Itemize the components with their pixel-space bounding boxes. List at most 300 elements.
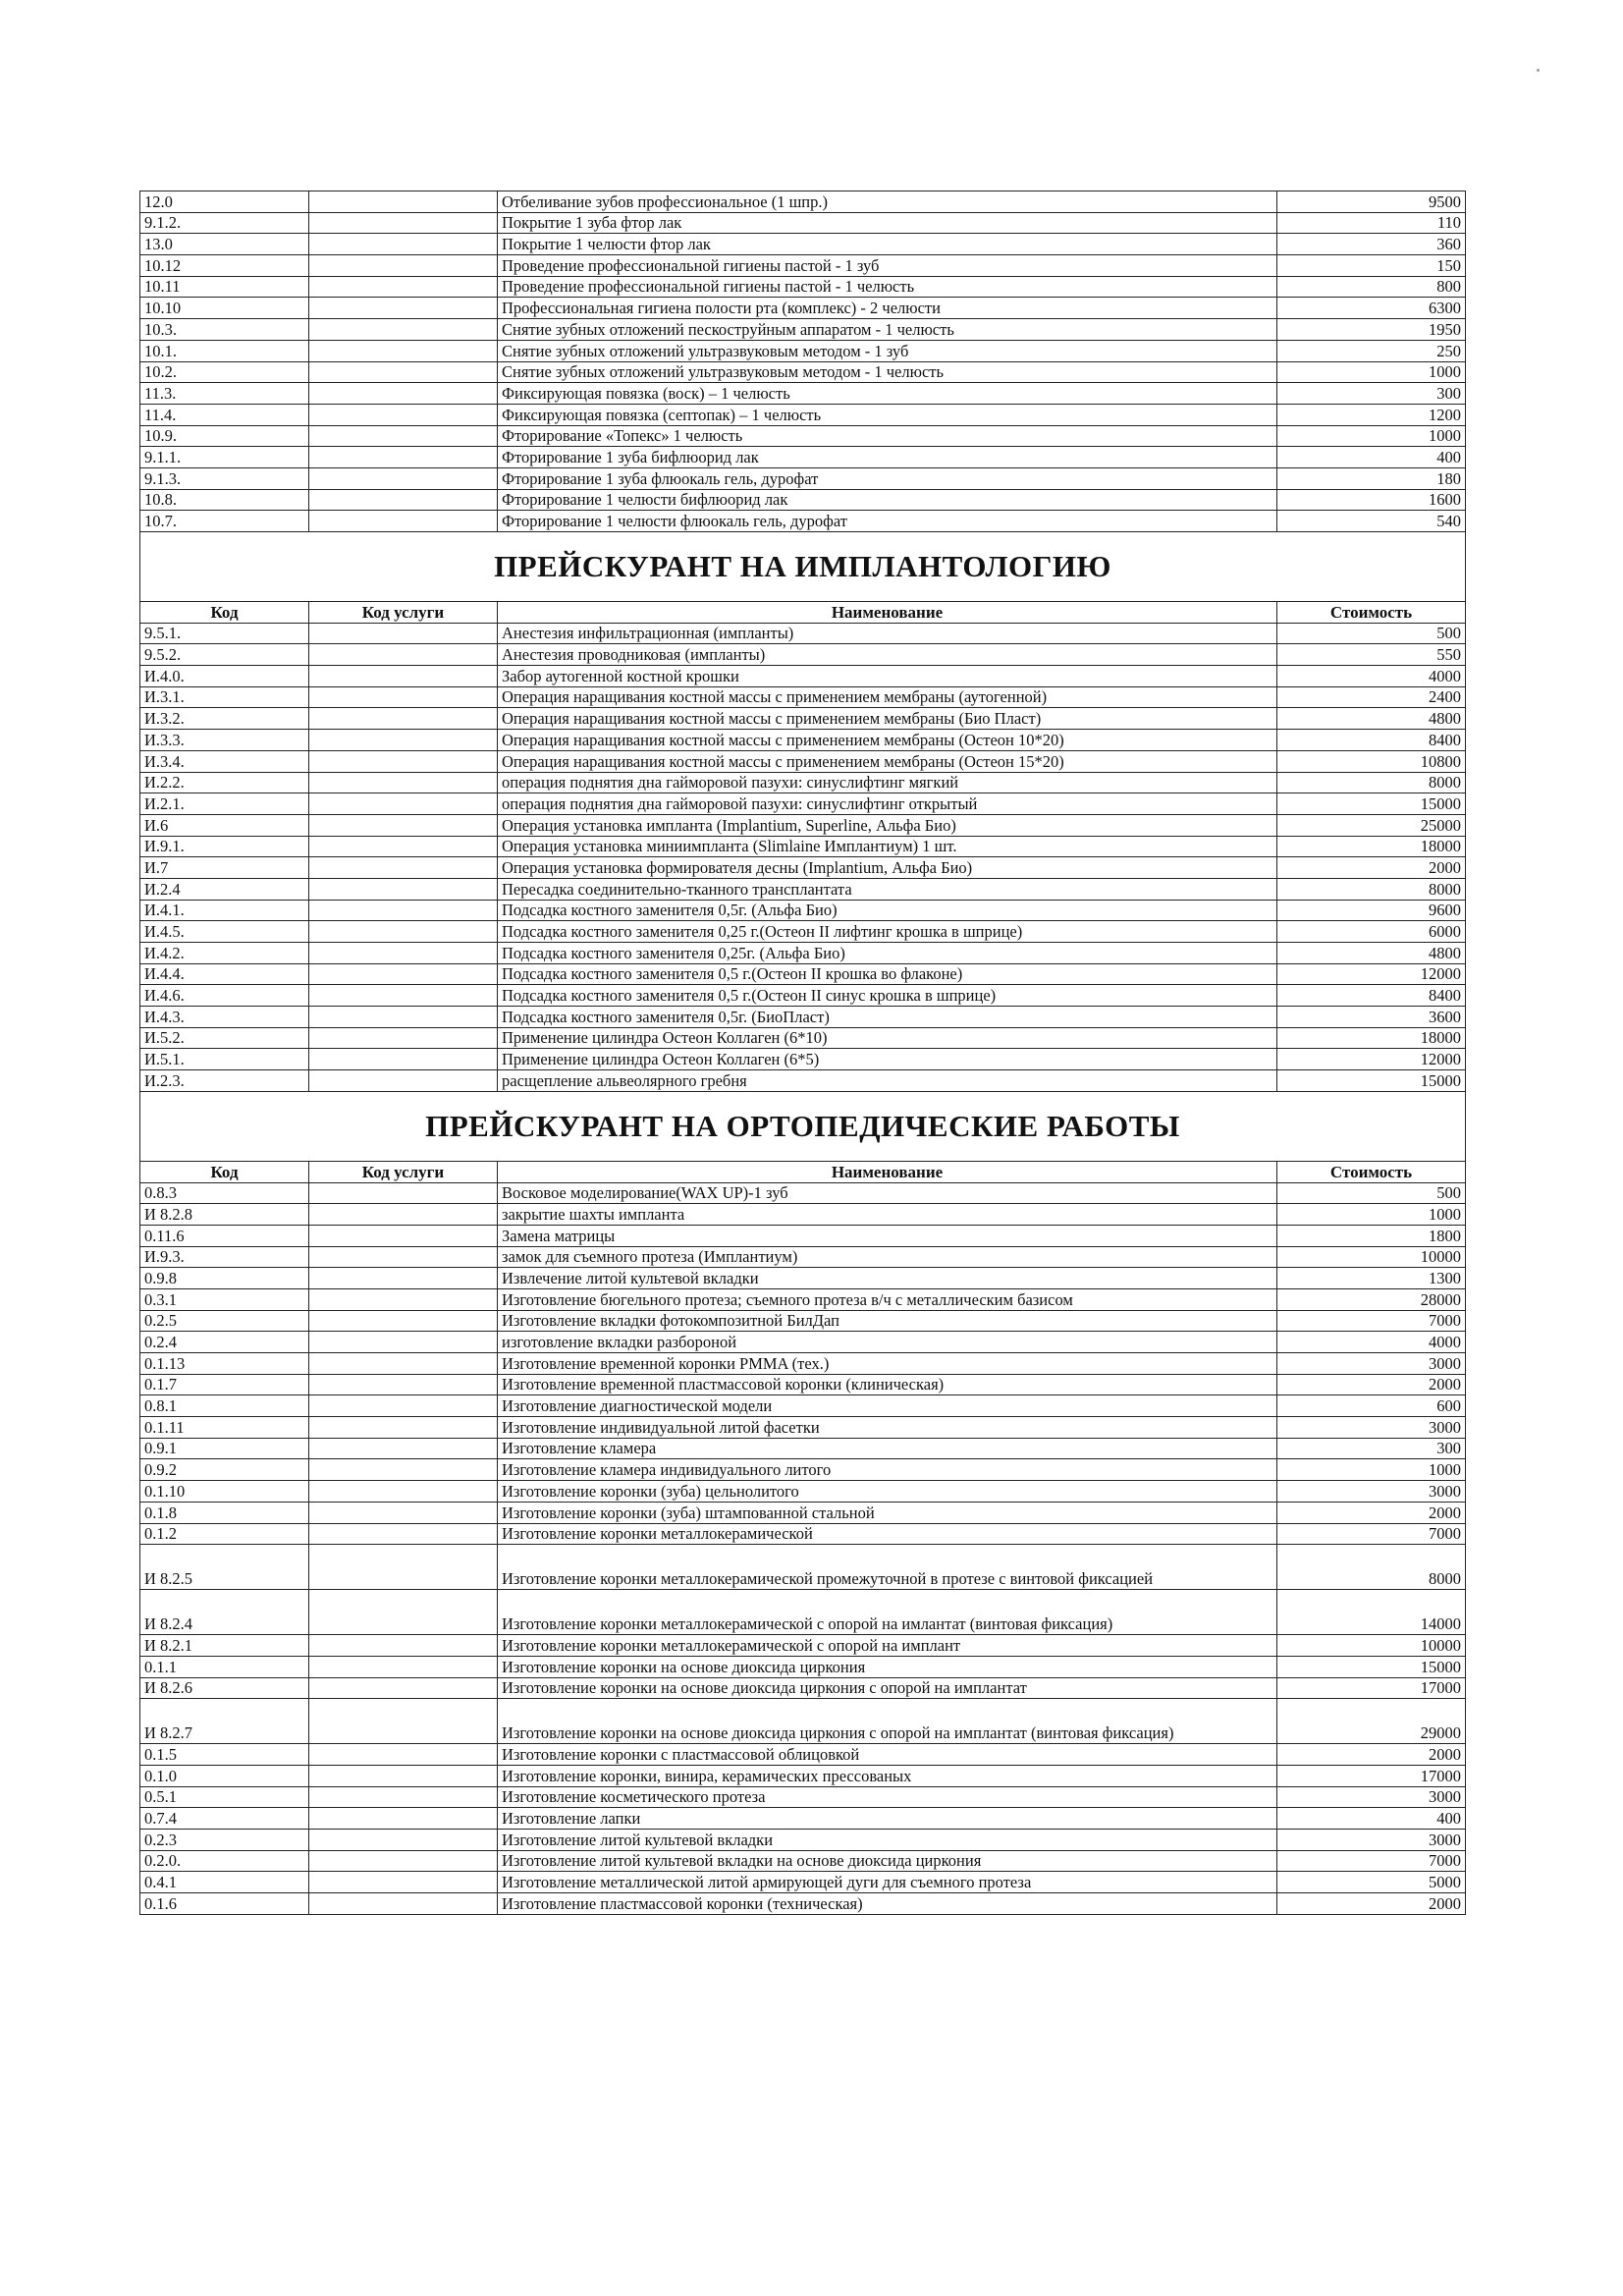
row-code: 10.2.: [140, 361, 309, 383]
header-price: Стоимость: [1277, 602, 1466, 624]
row-service-code: [309, 1523, 498, 1545]
row-code: И 8.2.8: [140, 1204, 309, 1226]
table-row: [140, 943, 1466, 964]
row-name: Изготовление временной коронки PMMA (тех.): [498, 1353, 1277, 1375]
row-service-code: [309, 298, 498, 319]
table-row: [140, 1893, 1466, 1915]
table-row: [140, 644, 1466, 666]
row-price: 6300: [1277, 298, 1466, 319]
header-service-code: Код услуги: [309, 602, 498, 624]
row-name: Изготовление коронки на основе диоксида циркония с опорой на имплантат (винтовая фиксация): [498, 1699, 1277, 1744]
row-price: 15000: [1277, 1070, 1466, 1092]
row-price: 7000: [1277, 1850, 1466, 1872]
row-name: Профессиональная гигиена полости рта (комплекс) - 2 челюсти: [498, 298, 1277, 319]
row-name: Покрытие 1 зуба фтор лак: [498, 212, 1277, 234]
row-service-code: [309, 623, 498, 644]
row-price: 3000: [1277, 1786, 1466, 1808]
row-code: 0.1.11: [140, 1417, 309, 1439]
row-price: 360: [1277, 234, 1466, 255]
row-name: Операция установка импланта (Implantium, Superline, Альфа Био): [498, 814, 1277, 836]
table-row: [140, 1765, 1466, 1786]
row-name: Фторирование 1 челюсти бифлюорид лак: [498, 489, 1277, 511]
table-row: [140, 425, 1466, 447]
row-code: 0.1.5: [140, 1744, 309, 1766]
row-name: Изготовление лапки: [498, 1808, 1277, 1830]
table-row: [140, 383, 1466, 405]
table-row: [140, 1395, 1466, 1417]
row-code: И 8.2.6: [140, 1677, 309, 1699]
row-name: Изготовление вкладки фотокомпозитной БилДап: [498, 1310, 1277, 1332]
row-name: Изготовление коронки (зуба) штампованной стальной: [498, 1502, 1277, 1523]
table-row: [140, 857, 1466, 879]
row-price: 8400: [1277, 730, 1466, 751]
table-row: [140, 772, 1466, 793]
row-code: 0.2.3: [140, 1830, 309, 1851]
row-service-code: [309, 1459, 498, 1481]
row-price: 300: [1277, 1438, 1466, 1459]
row-service-code: [309, 1438, 498, 1459]
row-service-code: [309, 447, 498, 468]
table-row: [140, 1459, 1466, 1481]
row-code: 10.3.: [140, 319, 309, 341]
row-price: 1200: [1277, 404, 1466, 425]
row-code: 0.8.3: [140, 1182, 309, 1204]
row-service-code: [309, 191, 498, 213]
row-name: Фторирование 1 челюсти флюокаль гель, дурофат: [498, 511, 1277, 532]
row-code: 10.12: [140, 255, 309, 277]
row-code: 9.1.3.: [140, 467, 309, 489]
row-service-code: [309, 1049, 498, 1070]
row-service-code: [309, 1246, 498, 1268]
row-name: Фторирование «Топекс» 1 челюсть: [498, 425, 1277, 447]
row-name: Подсадка костного заменителя 0,5 г.(Остеон II крошка во флаконе): [498, 963, 1277, 985]
row-service-code: [309, 1481, 498, 1503]
row-service-code: [309, 1182, 498, 1204]
row-name: Изготовление диагностической модели: [498, 1395, 1277, 1417]
row-price: 10000: [1277, 1246, 1466, 1268]
table-row: [140, 1744, 1466, 1766]
row-code: 0.8.1: [140, 1395, 309, 1417]
row-service-code: [309, 1850, 498, 1872]
row-price: 2000: [1277, 857, 1466, 879]
row-service-code: [309, 666, 498, 687]
table-row: [140, 1310, 1466, 1332]
row-name: Снятие зубных отложений пескоструйным аппаратом - 1 челюсть: [498, 319, 1277, 341]
row-price: 29000: [1277, 1699, 1466, 1744]
table-row: [140, 900, 1466, 921]
table-row: [140, 1850, 1466, 1872]
row-service-code: [309, 985, 498, 1007]
row-name: Изготовление коронки с пластмассовой облицовкой: [498, 1744, 1277, 1766]
row-name: Изготовление индивидуальной литой фасетки: [498, 1417, 1277, 1439]
table-row: [140, 1808, 1466, 1830]
row-name: Изготовление коронки на основе диоксида циркония: [498, 1656, 1277, 1677]
row-code: И.9.1.: [140, 836, 309, 857]
table-row: [140, 836, 1466, 857]
row-code: И 8.2.5: [140, 1545, 309, 1590]
row-price: 3000: [1277, 1417, 1466, 1439]
table-row: [140, 1830, 1466, 1851]
row-name: Изготовление литой культевой вкладки на основе диоксида циркония: [498, 1850, 1277, 1872]
row-code: 11.4.: [140, 404, 309, 425]
table-row: [140, 404, 1466, 425]
row-name: Фторирование 1 зуба флюокаль гель, дурофат: [498, 467, 1277, 489]
row-service-code: [309, 644, 498, 666]
table-row: [140, 666, 1466, 687]
row-name: замок для съемного протеза (Имплантиум): [498, 1246, 1277, 1268]
row-price: 7000: [1277, 1310, 1466, 1332]
row-code: 10.11: [140, 276, 309, 298]
row-name: Применение цилиндра Остеон Коллаген (6*10): [498, 1027, 1277, 1049]
row-name: Фторирование 1 зуба бифлюорид лак: [498, 447, 1277, 468]
row-code: 0.1.6: [140, 1893, 309, 1915]
row-price: 2000: [1277, 1893, 1466, 1915]
table-row: [140, 340, 1466, 361]
row-service-code: [309, 793, 498, 815]
row-service-code: [309, 1765, 498, 1786]
row-service-code: [309, 1830, 498, 1851]
row-name: Снятие зубных отложений ультразвуковым методом - 1 челюсть: [498, 361, 1277, 383]
row-service-code: [309, 1502, 498, 1523]
row-service-code: [309, 1027, 498, 1049]
row-price: 9600: [1277, 900, 1466, 921]
row-name: закрытие шахты импланта: [498, 1204, 1277, 1226]
row-code: 0.5.1: [140, 1786, 309, 1808]
row-name: Забор аутогенной костной крошки: [498, 666, 1277, 687]
table-row: [140, 447, 1466, 468]
row-service-code: [309, 730, 498, 751]
row-code: И.5.1.: [140, 1049, 309, 1070]
row-price: 4800: [1277, 943, 1466, 964]
row-price: 400: [1277, 447, 1466, 468]
implant-section: [140, 623, 1466, 1091]
row-service-code: [309, 772, 498, 793]
row-price: 15000: [1277, 1656, 1466, 1677]
row-name: Восковое моделирование(WAX UP)-1 зуб: [498, 1182, 1277, 1204]
row-name: Изготовление коронки металлокерамической промежуточной в протезе с винтовой фиксацией: [498, 1545, 1277, 1590]
row-price: 1000: [1277, 1459, 1466, 1481]
row-price: 8000: [1277, 878, 1466, 900]
row-name: изготовление вкладки разбороной: [498, 1332, 1277, 1353]
row-name: Операция установка формирователя десны (Implantium, Альфа Био): [498, 857, 1277, 879]
row-price: 25000: [1277, 814, 1466, 836]
table-row: [140, 1182, 1466, 1204]
row-service-code: [309, 489, 498, 511]
header-name: Наименование: [498, 1161, 1277, 1182]
table-row: [140, 489, 1466, 511]
row-code: 0.1.10: [140, 1481, 309, 1503]
table-row: [140, 212, 1466, 234]
section-title-row: [140, 532, 1466, 602]
row-price: 17000: [1277, 1765, 1466, 1786]
table-row: [140, 1481, 1466, 1503]
row-price: 18000: [1277, 1027, 1466, 1049]
row-service-code: [309, 511, 498, 532]
row-name: Операция наращивания костной массы с применением мембраны (Остеон 10*20): [498, 730, 1277, 751]
row-price: 2000: [1277, 1502, 1466, 1523]
ortho-section: [140, 1182, 1466, 1914]
header-code: Код: [140, 1161, 309, 1182]
table-row: [140, 234, 1466, 255]
row-service-code: [309, 1395, 498, 1417]
row-price: 4000: [1277, 666, 1466, 687]
row-price: 3000: [1277, 1481, 1466, 1503]
table-row: [140, 276, 1466, 298]
row-code: 0.7.4: [140, 1808, 309, 1830]
row-service-code: [309, 1699, 498, 1744]
row-name: Изготовление коронки металлокерамической: [498, 1523, 1277, 1545]
table-row: [140, 1677, 1466, 1699]
row-price: 14000: [1277, 1590, 1466, 1635]
row-name: Изготовление коронки на основе диоксида циркония с опорой на имплантат: [498, 1677, 1277, 1699]
row-service-code: [309, 1070, 498, 1092]
table-row: [140, 1374, 1466, 1395]
row-name: Изготовление литой культевой вкладки: [498, 1830, 1277, 1851]
table-row: [140, 1288, 1466, 1310]
row-service-code: [309, 1310, 498, 1332]
table-row: [140, 793, 1466, 815]
row-code: И.2.2.: [140, 772, 309, 793]
row-price: 1000: [1277, 425, 1466, 447]
hygiene-section: [140, 191, 1466, 532]
table-row: [140, 1027, 1466, 1049]
row-code: И.6: [140, 814, 309, 836]
row-name: Применение цилиндра Остеон Коллаген (6*5): [498, 1049, 1277, 1070]
row-price: 2000: [1277, 1744, 1466, 1766]
table-row: [140, 1590, 1466, 1635]
row-name: Фиксирующая повязка (воск) – 1 челюсть: [498, 383, 1277, 405]
row-name: Изготовление бюгельного протеза; съемного протеза в/ч с металлическим базисом: [498, 1288, 1277, 1310]
table-row: [140, 1353, 1466, 1375]
row-price: 6000: [1277, 921, 1466, 943]
row-name: Изготовление временной пластмассовой коронки (клиническая): [498, 1374, 1277, 1395]
table-row: [140, 963, 1466, 985]
row-price: 2400: [1277, 686, 1466, 708]
row-code: И.4.1.: [140, 900, 309, 921]
row-price: 10000: [1277, 1635, 1466, 1657]
row-price: 3600: [1277, 1007, 1466, 1028]
row-code: 11.3.: [140, 383, 309, 405]
table-row: [140, 511, 1466, 532]
row-name: Изготовление коронки металлокерамической с опорой на имплант: [498, 1635, 1277, 1657]
table-row: [140, 686, 1466, 708]
row-service-code: [309, 1204, 498, 1226]
row-price: 1000: [1277, 1204, 1466, 1226]
row-code: И.3.2.: [140, 708, 309, 730]
table-row: [140, 1246, 1466, 1268]
row-code: 0.2.0.: [140, 1850, 309, 1872]
row-code: 0.1.13: [140, 1353, 309, 1375]
table-row: [140, 1545, 1466, 1590]
row-price: 4800: [1277, 708, 1466, 730]
row-service-code: [309, 963, 498, 985]
table-row: [140, 361, 1466, 383]
row-service-code: [309, 943, 498, 964]
row-code: 0.9.1: [140, 1438, 309, 1459]
row-code: И.4.0.: [140, 666, 309, 687]
row-code: 9.5.2.: [140, 644, 309, 666]
row-price: 17000: [1277, 1677, 1466, 1699]
row-price: 600: [1277, 1395, 1466, 1417]
row-code: 0.11.6: [140, 1225, 309, 1246]
row-name: Снятие зубных отложений ультразвуковым методом - 1 зуб: [498, 340, 1277, 361]
row-service-code: [309, 900, 498, 921]
row-service-code: [309, 1677, 498, 1699]
header-price: Стоимость: [1277, 1161, 1466, 1182]
row-service-code: [309, 1417, 498, 1439]
row-service-code: [309, 1332, 498, 1353]
row-name: Фиксирующая повязка (септопак) – 1 челюсть: [498, 404, 1277, 425]
row-code: И.4.4.: [140, 963, 309, 985]
row-price: 2000: [1277, 1374, 1466, 1395]
row-price: 500: [1277, 1182, 1466, 1204]
row-price: 8000: [1277, 1545, 1466, 1590]
table-row: [140, 1225, 1466, 1246]
row-name: Изготовление коронки (зуба) цельнолитого: [498, 1481, 1277, 1503]
row-service-code: [309, 857, 498, 879]
row-service-code: [309, 1353, 498, 1375]
row-name: Подсадка костного заменителя 0,5г. (БиоПласт): [498, 1007, 1277, 1028]
row-code: И.4.6.: [140, 985, 309, 1007]
row-code: 9.1.1.: [140, 447, 309, 468]
row-price: 7000: [1277, 1523, 1466, 1545]
row-service-code: [309, 1268, 498, 1289]
row-price: 8000: [1277, 772, 1466, 793]
row-code: 0.1.0: [140, 1765, 309, 1786]
price-table: [139, 191, 1466, 1915]
row-name: Анестезия инфильтрационная (импланты): [498, 623, 1277, 644]
row-service-code: [309, 1225, 498, 1246]
row-service-code: [309, 1893, 498, 1915]
row-name: Покрытие 1 челюсти фтор лак: [498, 234, 1277, 255]
row-code: И.5.2.: [140, 1027, 309, 1049]
row-code: 0.1.8: [140, 1502, 309, 1523]
row-service-code: [309, 425, 498, 447]
row-code: И 8.2.4: [140, 1590, 309, 1635]
table-row: [140, 1070, 1466, 1092]
row-name: Операция установка миниимпланта (Slimlaine Имплантиум) 1 шт.: [498, 836, 1277, 857]
row-service-code: [309, 708, 498, 730]
table-row: [140, 255, 1466, 277]
row-name: Операция наращивания костной массы с применением мембраны (Био Пласт): [498, 708, 1277, 730]
row-name: Подсадка костного заменителя 0,25г. (Альфа Био): [498, 943, 1277, 964]
table-row: [140, 1049, 1466, 1070]
table-row: [140, 985, 1466, 1007]
row-name: расщепление альвеолярного гребня: [498, 1070, 1277, 1092]
row-price: 15000: [1277, 793, 1466, 815]
row-price: 800: [1277, 276, 1466, 298]
table-row: [140, 750, 1466, 772]
row-price: 400: [1277, 1808, 1466, 1830]
row-service-code: [309, 1635, 498, 1657]
row-name: Изготовление пластмассовой коронки (техническая): [498, 1893, 1277, 1915]
row-name: Подсадка костного заменителя 0,25 г.(Остеон II лифтинг крошка в шприце): [498, 921, 1277, 943]
table-row: [140, 1332, 1466, 1353]
row-name: Изготовление коронки, винира, керамических прессованых: [498, 1765, 1277, 1786]
row-name: Операция наращивания костной массы с применением мембраны (аутогенной): [498, 686, 1277, 708]
row-service-code: [309, 1374, 498, 1395]
row-code: 0.2.5: [140, 1310, 309, 1332]
row-service-code: [309, 467, 498, 489]
row-code: 10.1.: [140, 340, 309, 361]
row-code: 0.1.1: [140, 1656, 309, 1677]
row-code: 9.5.1.: [140, 623, 309, 644]
header-service-code: Код услуги: [309, 1161, 498, 1182]
row-code: 10.10: [140, 298, 309, 319]
row-price: 1600: [1277, 489, 1466, 511]
row-code: 12.0: [140, 191, 309, 213]
row-price: 28000: [1277, 1288, 1466, 1310]
row-service-code: [309, 234, 498, 255]
row-service-code: [309, 1590, 498, 1635]
row-code: 10.8.: [140, 489, 309, 511]
row-price: 1000: [1277, 361, 1466, 383]
header-name: Наименование: [498, 602, 1277, 624]
row-code: 0.9.8: [140, 1268, 309, 1289]
row-code: 10.7.: [140, 511, 309, 532]
row-service-code: [309, 1786, 498, 1808]
table-row: [140, 623, 1466, 644]
row-code: 10.9.: [140, 425, 309, 447]
row-price: 110: [1277, 212, 1466, 234]
row-name: Изготовление металлической литой армирующей дуги для съемного протеза: [498, 1872, 1277, 1893]
row-code: И.3.4.: [140, 750, 309, 772]
row-name: операция поднятия дна гайморовой пазухи: синуслифтинг мягкий: [498, 772, 1277, 793]
row-service-code: [309, 319, 498, 341]
row-price: 5000: [1277, 1872, 1466, 1893]
table-row: [140, 319, 1466, 341]
row-price: 250: [1277, 340, 1466, 361]
scan-speck: [1537, 69, 1540, 72]
row-name: Подсадка костного заменителя 0,5г. (Альфа Био): [498, 900, 1277, 921]
row-code: 0.9.2: [140, 1459, 309, 1481]
row-service-code: [309, 383, 498, 405]
row-price: 550: [1277, 644, 1466, 666]
table-row: [140, 1699, 1466, 1744]
ortho-title: ПРЕЙСКУРАНТ НА ОРТОПЕДИЧЕСКИЕ РАБОТЫ: [140, 1091, 1466, 1161]
row-code: И.4.5.: [140, 921, 309, 943]
column-header-row: [140, 602, 1466, 624]
row-name: Изготовление кламера: [498, 1438, 1277, 1459]
table-row: [140, 730, 1466, 751]
row-price: 3000: [1277, 1830, 1466, 1851]
table-row: [140, 1417, 1466, 1439]
row-service-code: [309, 1007, 498, 1028]
section-title-row: [140, 1091, 1466, 1161]
table-row: [140, 1502, 1466, 1523]
row-code: 0.2.4: [140, 1332, 309, 1353]
row-service-code: [309, 1744, 498, 1766]
row-service-code: [309, 1656, 498, 1677]
row-name: Пересадка соединительно-тканного трансплантата: [498, 878, 1277, 900]
row-code: 0.3.1: [140, 1288, 309, 1310]
row-service-code: [309, 750, 498, 772]
header-code: Код: [140, 602, 309, 624]
table-row: [140, 708, 1466, 730]
row-name: Анестезия проводниковая (импланты): [498, 644, 1277, 666]
implant-title: ПРЕЙСКУРАНТ НА ИМПЛАНТОЛОГИЮ: [140, 532, 1466, 602]
row-name: Изготовление кламера индивидуального литого: [498, 1459, 1277, 1481]
row-code: И.7: [140, 857, 309, 879]
table-row: [140, 1523, 1466, 1545]
row-service-code: [309, 212, 498, 234]
row-service-code: [309, 340, 498, 361]
row-code: И 8.2.7: [140, 1699, 309, 1744]
row-service-code: [309, 255, 498, 277]
row-service-code: [309, 686, 498, 708]
row-price: 300: [1277, 383, 1466, 405]
price-list-sheet: [139, 191, 1465, 1915]
